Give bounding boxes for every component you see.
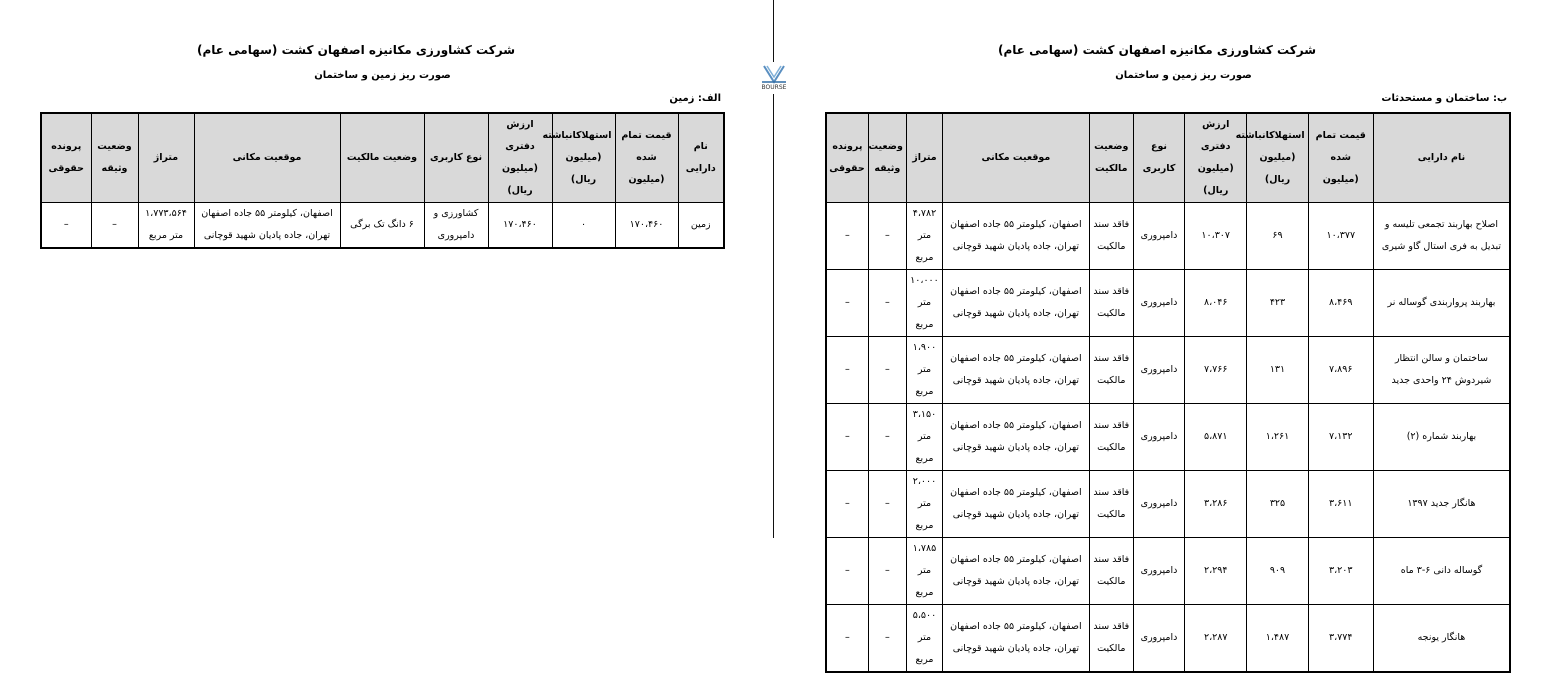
buildings-cell-5: فاقد سند مالکیت [1089,404,1133,471]
buildings-cell-3: ۵،۸۷۱ [1185,404,1247,471]
land-cell-8: – [91,203,138,249]
table-row [826,404,1510,471]
buildings-cell-0: هانگار جدید ۱۳۹۷ [1373,471,1510,538]
buildings-cell-7: ۱۰،۰۰۰ متر مربع [906,270,942,337]
table-row [826,605,1510,673]
left-page [0,0,773,538]
land-cell-3: ۱۷۰،۴۶۰ [488,203,552,249]
buildings-cell-0: بهاربند پرواربندی گوساله نر [1373,270,1510,337]
report-title-right: صورت ریز زمین و ساختمان [1115,70,1252,81]
buildings-cell-3: ۲،۲۸۷ [1185,605,1247,673]
buildings-cell-0: گوساله دانی ۶-۳ ماه [1373,538,1510,605]
buildings-cell-9: – [826,203,868,270]
buildings-cell-5: فاقد سند مالکیت [1089,471,1133,538]
buildings-cell-8: – [868,337,906,404]
buildings-cell-4: دامپروری [1133,203,1184,270]
company-title-right: شرکت کشاورزی مکانیزه اصفهان کشت (سهامی عام) [997,43,1316,57]
land-header-0: نام دارایی [678,113,724,203]
buildings-header-6: موقعیت مکانی [943,113,1090,203]
land-header-3: ارزش دفتری (میلیون ریال) [488,113,552,203]
buildings-cell-8: – [868,270,906,337]
buildings-cell-7: ۴،۷۸۲ متر مربع [906,203,942,270]
buildings-section-label: ب: ساختمان و مستحدثات [1381,93,1507,104]
buildings-cell-4: دامپروری [1133,337,1184,404]
buildings-table [825,112,1511,673]
report-title-left: صورت ریز زمین و ساختمان [314,70,451,81]
buildings-cell-6: اصفهان، کیلومتر ۵۵ جاده اصفهان تهران، جاده پادیان شهید قوچانی [943,337,1090,404]
buildings-header-2: استهلاکانباشته (میلیون ریال) [1247,113,1308,203]
buildings-cell-5: فاقد سند مالکیت [1089,337,1133,404]
buildings-cell-2: ۴۲۳ [1247,270,1308,337]
land-header-2: استهلاکانباشته (میلیون ریال) [552,113,615,203]
buildings-cell-4: دامپروری [1133,270,1184,337]
buildings-cell-5: فاقد سند مالکیت [1089,538,1133,605]
buildings-cell-1: ۳،۷۷۴ [1308,605,1373,673]
land-cell-4: کشاورزی و دامپروری [424,203,488,249]
buildings-cell-9: – [826,605,868,673]
buildings-header-5: وضعیت مالکیت [1089,113,1133,203]
land-header-4: نوع کاربری [424,113,488,203]
buildings-cell-7: ۱،۹۰۰ متر مربع [906,337,942,404]
land-cell-2: ۰ [552,203,615,249]
land-header-9: پرونده حقوقی [41,113,91,203]
table-row [826,538,1510,605]
buildings-cell-3: ۳،۲۸۶ [1185,471,1247,538]
buildings-cell-4: دامپروری [1133,538,1184,605]
buildings-cell-2: ۱،۴۸۷ [1247,605,1308,673]
buildings-header-7: متراژ [906,113,942,203]
buildings-cell-5: فاقد سند مالکیت [1089,605,1133,673]
buildings-cell-6: اصفهان، کیلومتر ۵۵ جاده اصفهان تهران، جاده پادیان شهید قوچانی [943,203,1090,270]
buildings-cell-9: – [826,270,868,337]
buildings-cell-9: – [826,471,868,538]
land-section-label: الف: زمین [669,93,721,104]
table-row [826,203,1510,270]
buildings-cell-4: دامپروری [1133,404,1184,471]
buildings-cell-0: بهاربند شماره (۲) [1373,404,1510,471]
land-cell-1: ۱۷۰،۴۶۰ [615,203,678,249]
buildings-cell-8: – [868,605,906,673]
land-cell-9: – [41,203,91,249]
buildings-cell-6: اصفهان، کیلومتر ۵۵ جاده اصفهان تهران، جاده پادیان شهید قوچانی [943,605,1090,673]
buildings-cell-2: ۳۲۵ [1247,471,1308,538]
buildings-header-4: نوع کاربری [1133,113,1184,203]
land-header-5: وضعیت مالکیت [340,113,424,203]
buildings-cell-4: دامپروری [1133,605,1184,673]
land-cell-6: اصفهان، کیلومتر ۵۵ جاده اصفهان تهران، جاده پادیان شهید قوچانی [194,203,340,249]
land-cell-5: ۶ دانگ تک برگی [340,203,424,249]
buildings-cell-2: ۶۹ [1247,203,1308,270]
buildings-cell-7: ۵،۵۰۰ متر مربع [906,605,942,673]
buildings-header-8: وضعیت وثیقه [868,113,906,203]
buildings-cell-1: ۷،۸۹۶ [1308,337,1373,404]
table-row [826,270,1510,337]
table-row [41,203,724,249]
table-row [826,337,1510,404]
land-header-8: وضعیت وثیقه [91,113,138,203]
buildings-cell-9: – [826,538,868,605]
company-title-left: شرکت کشاورزی مکانیزه اصفهان کشت (سهامی عام) [196,43,515,57]
buildings-cell-5: فاقد سند مالکیت [1089,270,1133,337]
buildings-cell-7: ۳،۱۵۰ متر مربع [906,404,942,471]
svg-text:BOURSE: BOURSE [761,84,787,91]
buildings-cell-8: – [868,471,906,538]
land-header-7: متراژ [138,113,194,203]
buildings-cell-5: فاقد سند مالکیت [1089,203,1133,270]
buildings-cell-7: ۲،۰۰۰ متر مربع [906,471,942,538]
buildings-cell-8: – [868,538,906,605]
buildings-cell-3: ۲،۲۹۴ [1185,538,1247,605]
land-cell-0: زمین [678,203,724,249]
buildings-cell-8: – [868,203,906,270]
table-row [826,471,1510,538]
buildings-cell-1: ۱۰،۳۷۷ [1308,203,1373,270]
buildings-cell-1: ۸،۴۶۹ [1308,270,1373,337]
buildings-cell-3: ۱۰،۳۰۷ [1185,203,1247,270]
bourse-logo [750,62,798,94]
buildings-cell-6: اصفهان، کیلومتر ۵۵ جاده اصفهان تهران، جاده پادیان شهید قوچانی [943,471,1090,538]
buildings-cell-8: – [868,404,906,471]
land-table [40,112,725,249]
buildings-cell-6: اصفهان، کیلومتر ۵۵ جاده اصفهان تهران، جاده پادیان شهید قوچانی [943,404,1090,471]
buildings-cell-6: اصفهان، کیلومتر ۵۵ جاده اصفهان تهران، جاده پادیان شهید قوچانی [943,270,1090,337]
buildings-cell-1: ۳،۶۱۱ [1308,471,1373,538]
buildings-cell-0: هانگار یونجه [1373,605,1510,673]
buildings-header-1: قیمت تمام شده (میلیون [1308,113,1373,203]
land-header-row [41,113,724,203]
buildings-cell-9: – [826,337,868,404]
buildings-cell-7: ۱،۷۸۵ متر مربع [906,538,942,605]
buildings-cell-3: ۷،۷۶۶ [1185,337,1247,404]
land-header-1: قیمت تمام شده (میلیون [615,113,678,203]
buildings-cell-3: ۸،۰۴۶ [1185,270,1247,337]
buildings-cell-1: ۳،۲۰۳ [1308,538,1373,605]
buildings-cell-2: ۱۳۱ [1247,337,1308,404]
buildings-cell-1: ۷،۱۳۲ [1308,404,1373,471]
land-header-6: موقعیت مکانی [194,113,340,203]
buildings-header-9: پرونده حقوقی [826,113,868,203]
buildings-cell-4: دامپروری [1133,471,1184,538]
buildings-cell-9: – [826,404,868,471]
buildings-header-3: ارزش دفتری (میلیون ریال) [1185,113,1247,203]
buildings-cell-0: ساختمان و سالن انتظار شیردوش ۲۴ واحدی جدید [1373,337,1510,404]
land-cell-7: ۱،۷۷۳،۵۶۴ متر مربع [138,203,194,249]
buildings-cell-0: اصلاح بهاربند تجمعی تلیسه و تبدیل به فری استال گاو شیری [1373,203,1510,270]
buildings-cell-2: ۹۰۹ [1247,538,1308,605]
right-page [776,0,1555,665]
buildings-cell-2: ۱،۲۶۱ [1247,404,1308,471]
buildings-header-0: نام دارایی [1373,113,1510,203]
buildings-cell-6: اصفهان، کیلومتر ۵۵ جاده اصفهان تهران، جاده پادیان شهید قوچانی [943,538,1090,605]
buildings-header-row [826,113,1510,203]
